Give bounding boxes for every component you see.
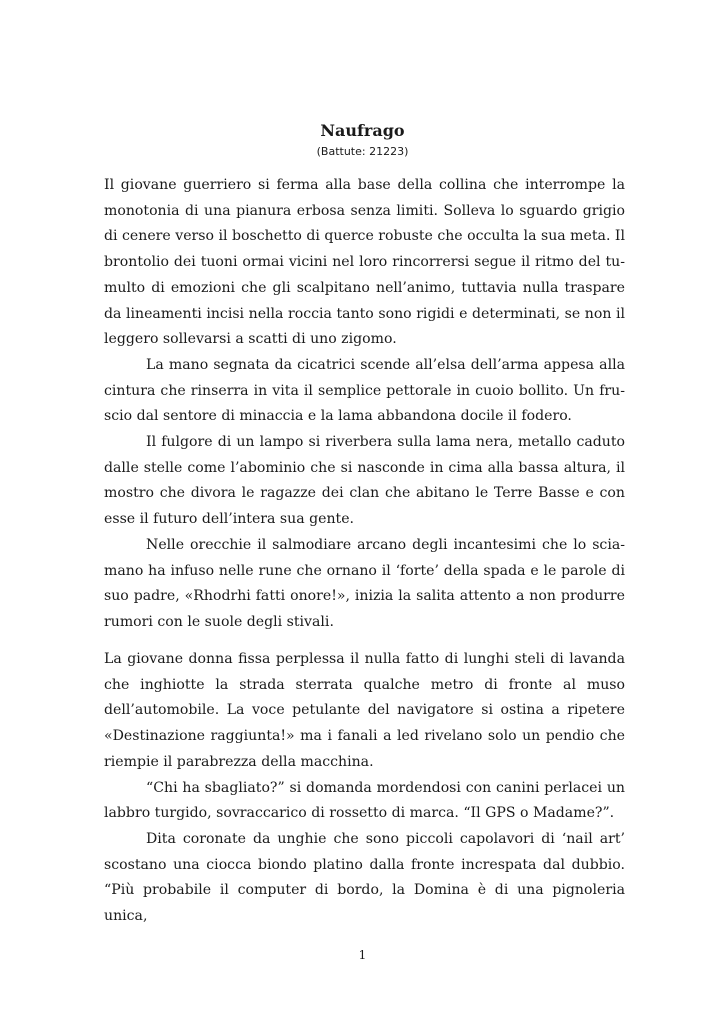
paragraph: La mano segnata da cicatrici scende all’elsa dell’arma appesa alla cintura che rinserra in vita il semplice pettorale in cuoio bollito. Un fruscio dal sentore di minaccia e la lama abbandona docile il fodero. [104, 356, 625, 425]
page-number: 1 [358, 948, 367, 962]
section-modern [104, 647, 625, 930]
paragraph: Il fulgore di un lampo si riverbera sulla lama nera, metallo caduto dalle stelle come l’abominio che si nasconde in cima alla bassa altura, il mostro che divora le ragazze dei clan che abitano le Terre Basse e con esse il futuro dell’intera sua gente. [104, 434, 625, 528]
section-fantasy [104, 173, 625, 636]
paragraph: La giovane donna fissa perplessa il nulla fatto di lunghi steli di lavanda che inghiotte la strada sterrata qualche metro di fronte al muso dell’automobile. La voce petulante del navigatore si ostina a ripetere «Destinazione raggiunta!» ma i fanali a led rivelano solo un pendio che riempie il parabrezza della macchina. [104, 651, 625, 770]
paragraph: Il giovane guerriero si ferma alla base della collina che interrompe la monotonia di una pianura erbosa senza limiti. Solleva lo sguardo grigio di cenere verso il boschetto di querce robuste che occulta la sua meta. Il brontolio dei tuoni ormai vicini nel loro rincorrersi segue il ritmo del tumulto di emozioni che gli scalpitano nell’animo, tuttavia nulla traspare da lineamenti incisi nella roccia tanto sono rigidi e determinati, se non il leggero sollevarsi a scatti di uno zigomo. [104, 177, 625, 348]
document-title: Naufrago [320, 121, 405, 140]
character-count: (Battute: 21223) [316, 145, 409, 158]
paragraph: “Chi ha sbagliato?” si domanda mordendosi con canini perlacei un labbro turgido, sovraccarico di rossetto di marca. “Il GPS o Madame?”. [104, 779, 625, 822]
paragraph: Nelle orecchie il salmodiare arcano degli incantesimi che lo sciamano ha infuso nelle rune che ornano il ‘forte’ della spada e le parole di suo padre, «Rhodrhi fatti onore!», inizia la salita attento a non produrre rumori con le suole degli stivali. [104, 536, 625, 630]
paragraph: Dita coronate da unghie che sono piccoli capolavori di ‘nail art’ scostano una ciocca biondo platino dalla fronte increspata dal dubbio. “Più probabile il computer di bordo, la Domina è di una pignoleria unica, [104, 830, 625, 925]
